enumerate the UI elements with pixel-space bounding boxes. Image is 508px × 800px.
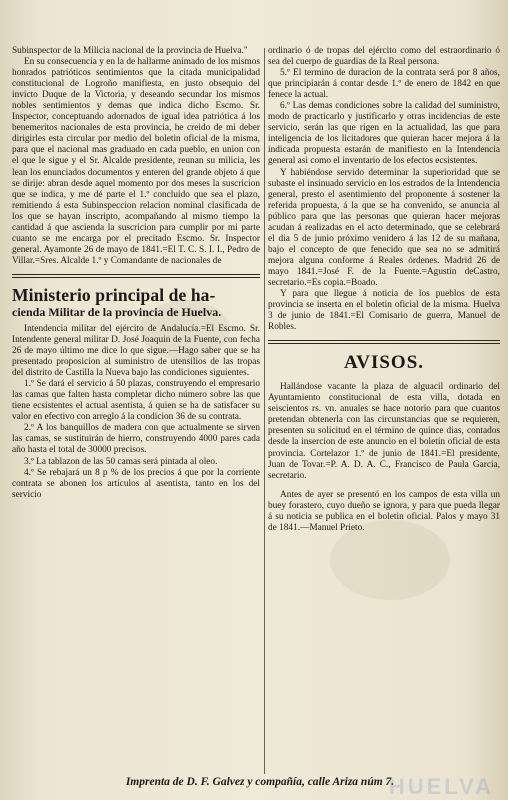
column-rule: [264, 48, 265, 774]
avisos-divider: [268, 340, 500, 344]
left-paragraph-2: En su consecuencia y en la de hallarme animado de los mismos honrados patrióticos sentimientos que la citada municipalidad constitucional de Logroño manifiesta, en justo obsequio del invicto Duque de la Victoria, y deseando secundar los mismos nobles sentimientos y demas que indica dicho Escmo. Sr. Inspector, conceptuando adornados de igual idea patriótica á los benemeritos nacionales de esta provincia, he creido de mi deber dirigirles esta circular por medio del boletin oficial de la misma, para que el nacional mas graduado en cada pueblo, en union con el que le sigue y el Sr. Alcalde presidente, reunan su milicia, les lean los enunciados documentos y enteren del grande objeto á que se dirije: abran desde aquel momento por dos meses la suscricion que se indica, y me dé parte el 1.º concluido que sea el plazo, remitiendo á esta Subinspeccion relacion nominal clasificada de los que se hayan inscripto, acompañando al mismo tiempo la cantidad á que ascienda la suscricion para cumplir por mi parte cuanto se me encarga por el precitado Escmo. Sr. Inspector general. Ayamonte 26 de mayo de 1841.=El T. C. S. I. I., Pedro de Villar.=Sres. Alcalde 1.º y Comandante de nacionales de: [12, 57, 260, 266]
section-subtitle: cienda Militar de la provincia de Huelva.: [12, 304, 222, 319]
section-paragraph-3: 2.º A los banquillos de madera con que actualmente se sirven las camas, se sustituirán de hierro, construyendo 4000 pares cada año hasta el total de 30000 precisos.: [12, 423, 260, 456]
section-paragraph-4: 3.º La tablazon de las 50 camas será pintada al oleo.: [24, 456, 218, 467]
section-paragraph-5: 4.º Se rebajará un 8 p % de los precios á que por la corriente contrata se abonen los artículos al asentista, tanto en los del servicio: [12, 467, 260, 500]
section-title: Ministerio principal de ha-: [12, 284, 216, 305]
aviso-paragraph-2: Antes de ayer se presentó en los campos de esta villa un buey forastero, cuyo dueño se ignora, y para que pueda llegar á su noticia se publica en el boletin oficial. Palos y mayo 31 de 1841.—Manuel Prieto.: [268, 489, 500, 533]
section-divider: [12, 274, 260, 278]
right-paragraph-3: 6.º Las demas condiciones sobre la calidad del suministro, modo de practicarlo y justificarlo y otras incidencias de este servicio, serán las que rigen en la actualidad, las que para inteligencia de los licitadores que quieran hacer mejora á la indicada propuesta estarán de manifiesto en la Intendencia general asi como el inventario de los efectos ecsistentes.: [268, 101, 500, 167]
right-paragraph-4: Y habiéndose servido determinar la superioridad que se subaste el insinuado servicio en los estrados de la Intendencia general, presto el asentimiento del proponente á sostener la referida propuesta, á la que se ha convenido, se anuncia al público para que las personas que quieran hacer mejoras acudan á realizadas en el acto determinado, que se celebrará el dia 5 de junio próximo venidero á las 12 de su mañana, bajo el concepto de que fenecido que sea no se admitirá mejora alguna conforme á Reales órdenes. Madrid 26 de mayo 1841.=José F. de la Fuente.=Agustin deCastro, secretario.=Es copia.=Boado.: [268, 167, 500, 288]
left-column: [12, 46, 260, 501]
section-paragraph-1: Intendencia militar del ejército de Andalucía.=El Escmo. Sr. Intendente general militar D. José Joaquin de la Fuente, con fecha 26 de mayo último me dice lo que sigue.—Hago saber que se ha presentado proposicion al suministro de utensilios de las tropas del distrito de Castilla la Nueva bajo las condiciones siguientes.: [12, 323, 260, 379]
right-column: [268, 46, 500, 534]
section-paragraph-2: 1.º Se dará el servicio á 50 plazas, construyendo el empresario las camas que falten hasta completar dicho número sobre las que tiene ecsistentes el actual asentista, á quien se ha de satisfacer su valor en efectivo con arreglo á la condicion 36 de su contrata.: [12, 379, 260, 423]
right-paragraph-2: 5.º El termino de duracion de la contrata será por 8 años, que principiarán á contar desde 1.º de enero de 1842 en que fenece la actual.: [268, 68, 500, 101]
right-paragraph-5: Y para que llegue á noticia de los pueblos de esta provincia se inserta en el boletin oficial de la misma. Huelva 3 de junio de 1841.=El Comisario de guerra, Manuel de Robles.: [268, 289, 500, 333]
avisos-title: AVISOS.: [343, 352, 425, 374]
right-paragraph-1: ordinario ó de tropas del ejército como del estraordinario ó sea del cuerpo de guardias de la Real persona.: [268, 46, 500, 68]
left-paragraph-1: Subinspector de la Milicia nacional de la provincia de Huelva.": [12, 46, 248, 56]
watermark: HUELVA: [388, 774, 494, 799]
imprenta-footer: Imprenta de D. F. Galvez y compañía, calle Ariza núm 7.: [125, 776, 395, 788]
aviso-paragraph-1: Hallándose vacante la plaza de alguacil ordinario del Ayuntamiento constitucional de esta villa, dotada en seiscientos rs. vn. anuales se hace notorio para que cuantos pretendan obtenerla con las circunstancias que se requieren, presenten su solicitud en el término de quince dias, contados desde la insercion de este anuncio en el boletin oficial de esta provincia. Cortelazor 1.º de junio de 1841.=El presidente, Juan de Tovar.=P. A. D. A. C., Francisco de Paula Garcia, secretario.: [268, 382, 500, 481]
